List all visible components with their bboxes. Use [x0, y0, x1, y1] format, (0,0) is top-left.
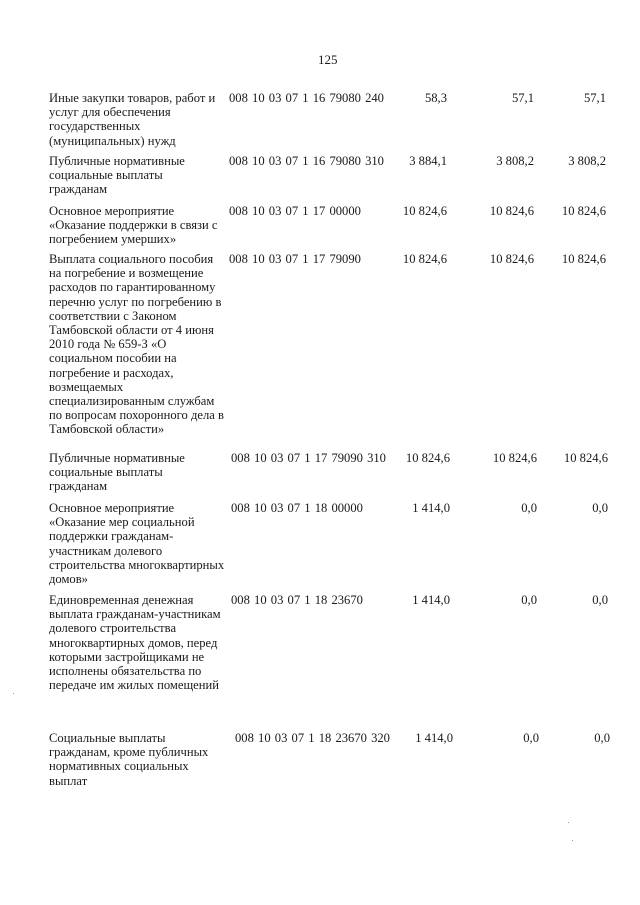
row-value-1: 3 884,1	[409, 154, 447, 168]
row-code: 008 10 03 07 1 17 00000	[229, 204, 361, 218]
scan-speck	[572, 840, 573, 841]
row-value-3: 0,0	[592, 501, 608, 515]
row-value-1: 10 824,6	[405, 451, 450, 465]
row-value-3: 57,1	[583, 91, 606, 105]
row-name: Публичные нормативные социальные выплаты гражданам	[49, 154, 185, 197]
row-value-2: 0,0	[521, 501, 537, 515]
row-value-2: 57,1	[511, 91, 534, 105]
row-name: Иные закупки товаров, работ и услуг для обеспечения государственных (муниципальных) нужд	[49, 91, 216, 148]
row-name: Выплата социального пособия на погребение и возмещение расходов по гарантированному перечню услуг по погребению в соответствии с Законом Тамбовской области от 4 июня 2010 года № 659-З «О социальном пособии на погребение и расходах, возмещаемых специализированным службам по вопросам похоронного дела в Тамбовской области»	[49, 252, 224, 437]
row-code: 008 10 03 07 1 18 00000	[231, 501, 363, 515]
row-value-2: 3 808,2	[496, 154, 534, 168]
row-value-2: 0,0	[523, 731, 539, 745]
row-name: Основное мероприятие «Оказание мер социальной поддержки гражданам-участникам долевого строительства многоквартирных домов»	[49, 501, 225, 587]
row-value-2: 10 824,6	[492, 451, 537, 465]
row-code: 008 10 03 07 1 18 23670	[231, 593, 363, 607]
row-value-1: 10 824,6	[402, 252, 447, 266]
row-name: Единовременная денежная выплата гражданам-участникам долевого строительства многоквартирных домов, перед которыми застройщиками не исполнены обязательства по передаче им жилых помещений	[49, 593, 221, 693]
row-value-3: 3 808,2	[568, 154, 606, 168]
page-number: 125	[318, 52, 338, 67]
row-value-2: 10 824,6	[489, 252, 534, 266]
scan-speck	[13, 693, 14, 694]
row-name: Основное мероприятие «Оказание поддержки в связи с погребением умерших»	[49, 204, 218, 247]
scan-speck	[568, 822, 569, 823]
row-value-3: 0,0	[592, 593, 608, 607]
row-code: 008 10 03 07 1 16 79080 310	[229, 154, 384, 168]
row-value-1: 10 824,6	[402, 204, 447, 218]
row-value-1: 58,3	[424, 91, 447, 105]
row-value-3: 10 824,6	[561, 204, 606, 218]
row-value-2: 10 824,6	[489, 204, 534, 218]
row-value-1: 1 414,0	[412, 593, 450, 607]
row-value-3: 0,0	[594, 731, 610, 745]
row-code: 008 10 03 07 1 16 79080 240	[229, 91, 384, 105]
row-value-2: 0,0	[521, 593, 537, 607]
row-name: Социальные выплаты гражданам, кроме публичных нормативных социальных выплат	[49, 731, 209, 788]
row-code: 008 10 03 07 1 17 79090	[229, 252, 361, 266]
row-value-3: 10 824,6	[563, 451, 608, 465]
row-value-1: 1 414,0	[415, 731, 453, 745]
row-code: 008 10 03 07 1 18 23670 320	[235, 731, 390, 745]
row-value-1: 1 414,0	[412, 501, 450, 515]
row-code: 008 10 03 07 1 17 79090 310	[231, 451, 386, 465]
row-name: Публичные нормативные социальные выплаты гражданам	[49, 451, 185, 494]
row-value-3: 10 824,6	[561, 252, 606, 266]
